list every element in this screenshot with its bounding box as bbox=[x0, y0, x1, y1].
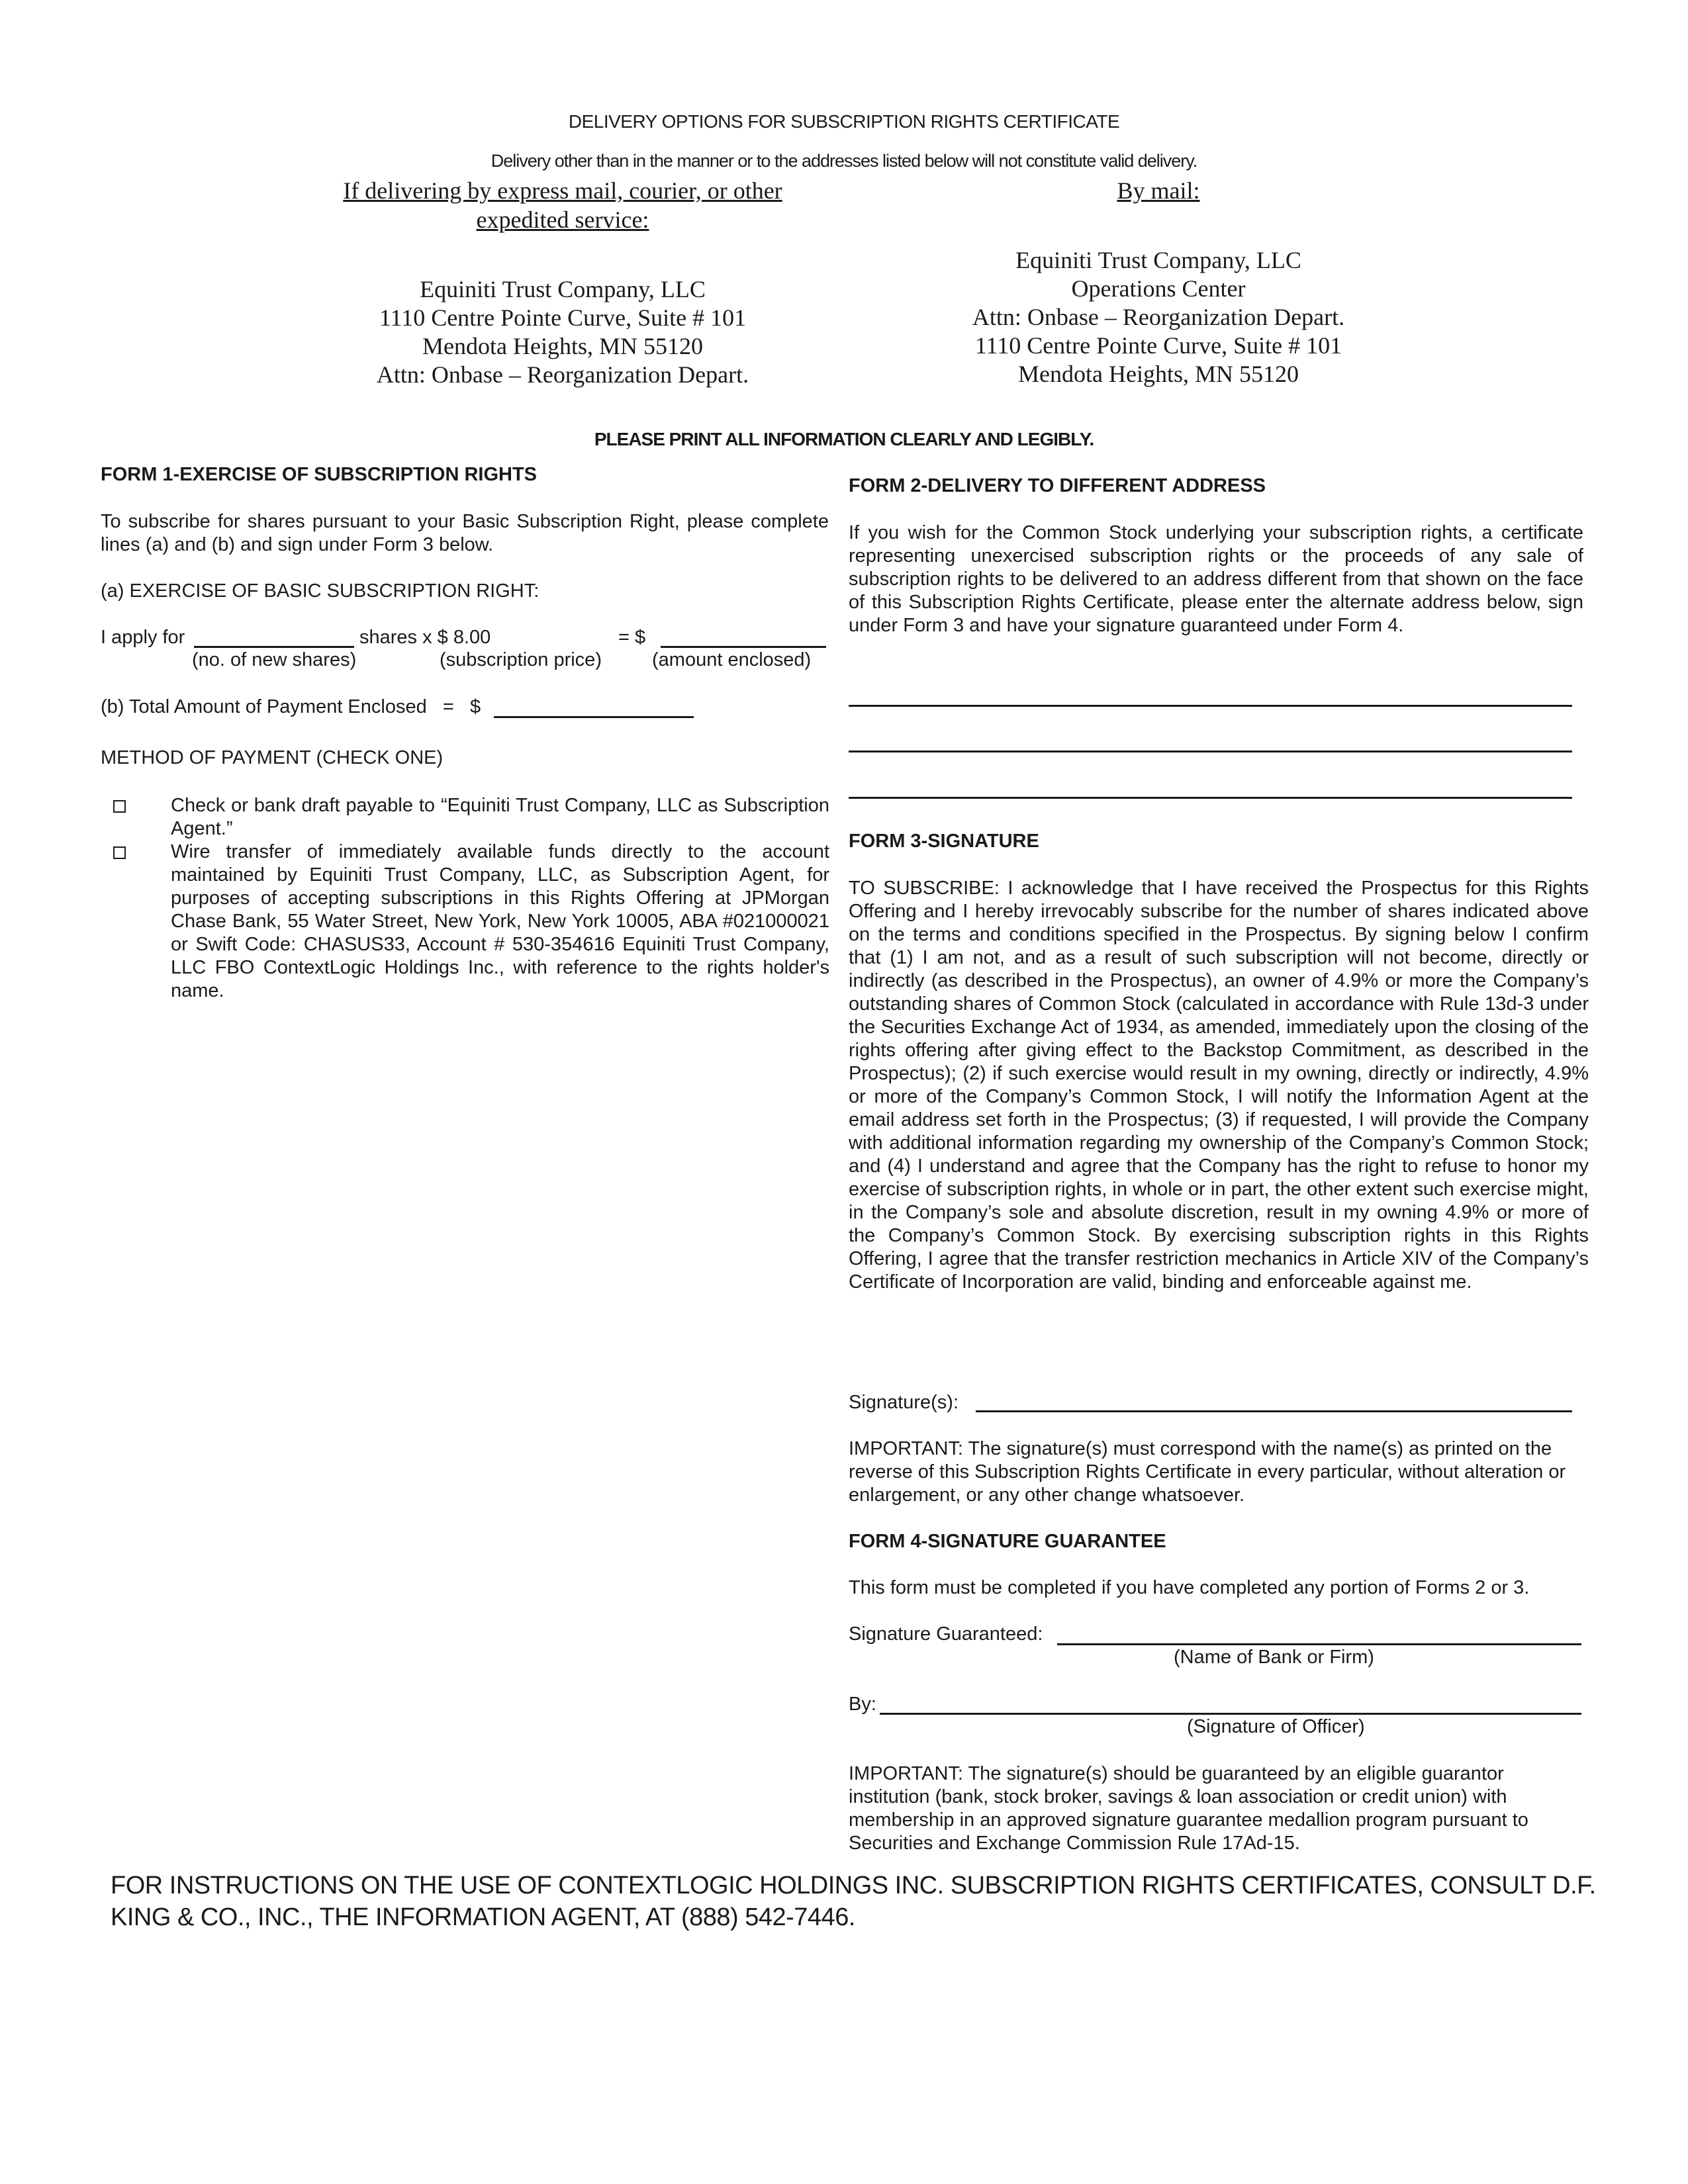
shares-field[interactable] bbox=[194, 646, 354, 648]
alternate-address-line-3[interactable] bbox=[849, 797, 1572, 799]
form4-intro: This form must be completed if you have completed any portion of Forms 2 or 3. bbox=[849, 1577, 1530, 1598]
total-payment-field[interactable] bbox=[494, 716, 694, 718]
mail-address-line: Operations Center bbox=[1071, 275, 1246, 302]
page-title: DELIVERY OPTIONS FOR SUBSCRIPTION RIGHTS CERTIFICATE bbox=[568, 111, 1120, 132]
caption-amount: (amount enclosed) bbox=[652, 649, 812, 670]
express-address-line: Equiniti Trust Company, LLC bbox=[420, 276, 706, 302]
express-address-line: Mendota Heights, MN 55120 bbox=[422, 333, 703, 359]
mail-heading: By mail: bbox=[1117, 177, 1200, 204]
form1-heading: FORM 1-EXERCISE OF SUBSCRIPTION RIGHTS bbox=[101, 464, 537, 485]
payment-option-wire-text: Wire transfer of immediately available funds directly to the account maintained by Equiniti Trust Company, LLC, as Subscription Agent, for purposes of accepting subscriptions in this Rights Offering at JPMorgan Chase Bank, 55 Water Street, New York, New York 10005, ABA #021000021 or Swift Code: CHASUS33, Account # 530-354616 Equiniti Trust Company, LLC FBO ContextLogic Holdings Inc., with reference to the rights holder's name. bbox=[171, 841, 829, 1001]
payment-option-check-text: Check or bank draft payable to “Equiniti Trust Company, LLC as Subscription Agent.” bbox=[171, 795, 829, 839]
by-label: By: bbox=[849, 1694, 876, 1715]
apply-shares-price: shares x $ 8.00 bbox=[359, 627, 491, 648]
form3-body: TO SUBSCRIBE: I acknowledge that I have received the Prospectus for this Rights Offering and I hereby irrevocably subscribe for the number of shares indicated above on the terms and conditions specified in the Prospectus. By signing below I confirm that (1) I am not, and as a result of such subscription will not become, directly or indirectly (as described in the Prospectus), an owner of 4.9% or more the Company’s outstanding shares of Common Stock (calculated in accordance with Rule 13d-3 under the Securities Exchange Act of 1934, as amended, immediately upon the closing of the rights offering after giving effect to the Backstop Commitment, as described in the Prospectus); (2) if such exercise would result in my owning, directly or indirectly, 4.9% or more of the Company’s Common Stock, I will notify the Information Agent at the email address set forth in the Prospectus; (3) if requested, I will provide the Company with additional information regarding my ownership of the Company’s Common Stock; and (4) I understand and agree that the Company has the right to refuse to honor my exercise of subscription rights, in whole or in part, the other extent such exercise might, in the Company’s sole and absolute discretion, result in my owning 4.9% or more of the Company’s Common Stock. By exercising subscription rights in this Rights Offering, I agree that the transfer restriction mechanics in Article XIV of the Company’s Certificate of Incorporation are valid, binding and enforceable against me. bbox=[849, 878, 1589, 1293]
form1-b-label: (b) Total Amount of Payment Enclosed = $ bbox=[101, 696, 481, 717]
wire-transfer-checkbox[interactable] bbox=[113, 846, 126, 859]
officer-caption: (Signature of Officer) bbox=[1187, 1716, 1365, 1737]
form2-heading: FORM 2-DELIVERY TO DIFFERENT ADDRESS bbox=[849, 475, 1266, 496]
form4-important: IMPORTANT: The signature(s) should be guaranteed by an eligible guarantor institution (bank, stock broker, savings & loan association or credit union) with membership in an approved signature guarantee medallion program pursuant to Securities and Exchange Commission Rule 17Ad-15. bbox=[849, 1763, 1528, 1854]
footer-instructions: FOR INSTRUCTIONS ON THE USE OF CONTEXTLOGIC HOLDINGS INC. SUBSCRIPTION RIGHTS CERTIFICATES, CONSULT D.F. KING & CO., INC., THE INFORMATION AGENT, AT (888) 542-7446. bbox=[111, 1872, 1596, 1931]
signature-label: Signature(s): bbox=[849, 1392, 959, 1413]
signature-field[interactable] bbox=[976, 1410, 1572, 1412]
officer-signature-field[interactable] bbox=[880, 1713, 1581, 1715]
payment-option-wire bbox=[171, 841, 829, 1003]
apply-equals: = $ bbox=[618, 627, 646, 648]
express-address-line: Attn: Onbase – Reorganization Depart. bbox=[376, 361, 749, 388]
apply-prefix: I apply for bbox=[101, 627, 185, 648]
alternate-address-line-1[interactable] bbox=[849, 705, 1572, 707]
alternate-address-line-2[interactable] bbox=[849, 751, 1572, 752]
check-payment-checkbox[interactable] bbox=[113, 800, 126, 813]
mail-address-line: 1110 Centre Pointe Curve, Suite # 101 bbox=[974, 332, 1342, 359]
mail-address-line: Attn: Onbase – Reorganization Depart. bbox=[972, 304, 1345, 330]
print-notice: PLEASE PRINT ALL INFORMATION CLEARLY AND LEGIBLY. bbox=[594, 429, 1094, 449]
caption-price: (subscription price) bbox=[440, 649, 602, 670]
delivery-note: Delivery other than in the manner or to the addresses listed below will not constitute valid delivery. bbox=[491, 151, 1197, 171]
payment-option-check bbox=[171, 794, 829, 841]
form2-body: If you wish for the Common Stock underlying your subscription rights, a certificate representing unexercised subscription rights or the proceeds of any sale of subscription rights to be delivered to an address different from that shown on the face of this Subscription Rights Certificate, please enter the alternate address below, sign under Form 3 and have your signature guaranteed under Form 4. bbox=[849, 522, 1583, 636]
express-delivery-address bbox=[298, 176, 827, 389]
form4-heading: FORM 4-SIGNATURE GUARANTEE bbox=[849, 1531, 1166, 1552]
bank-or-firm-field[interactable] bbox=[1057, 1643, 1581, 1645]
method-heading: METHOD OF PAYMENT (CHECK ONE) bbox=[101, 747, 444, 768]
express-address-line: 1110 Centre Pointe Curve, Suite # 101 bbox=[379, 304, 747, 331]
express-heading-line1: If delivering by express mail, courier, or other bbox=[343, 177, 782, 204]
express-heading-line2: expedited service: bbox=[476, 206, 649, 233]
bank-caption: (Name of Bank or Firm) bbox=[1174, 1647, 1374, 1668]
mail-address-line: Mendota Heights, MN 55120 bbox=[1018, 361, 1299, 387]
guaranteed-label: Signature Guaranteed: bbox=[849, 1623, 1043, 1645]
form3-heading: FORM 3-SIGNATURE bbox=[849, 831, 1039, 852]
mail-delivery-address bbox=[861, 176, 1456, 388]
amount-enclosed-field[interactable] bbox=[661, 646, 826, 648]
form1-intro: To subscribe for shares pursuant to your Basic Subscription Right, please complete lines (a) and (b) and sign under Form 3 below. bbox=[101, 511, 829, 555]
form1-a-label: (a) EXERCISE OF BASIC SUBSCRIPTION RIGHT: bbox=[101, 580, 539, 602]
form3-important: IMPORTANT: The signature(s) must correspond with the name(s) as printed on the reverse of this Subscription Rights Certificate in every particular, without alteration or enlargement, or any other change whatsoever. bbox=[849, 1438, 1566, 1506]
mail-address-line: Equiniti Trust Company, LLC bbox=[1015, 247, 1301, 273]
caption-shares: (no. of new shares) bbox=[192, 649, 357, 670]
